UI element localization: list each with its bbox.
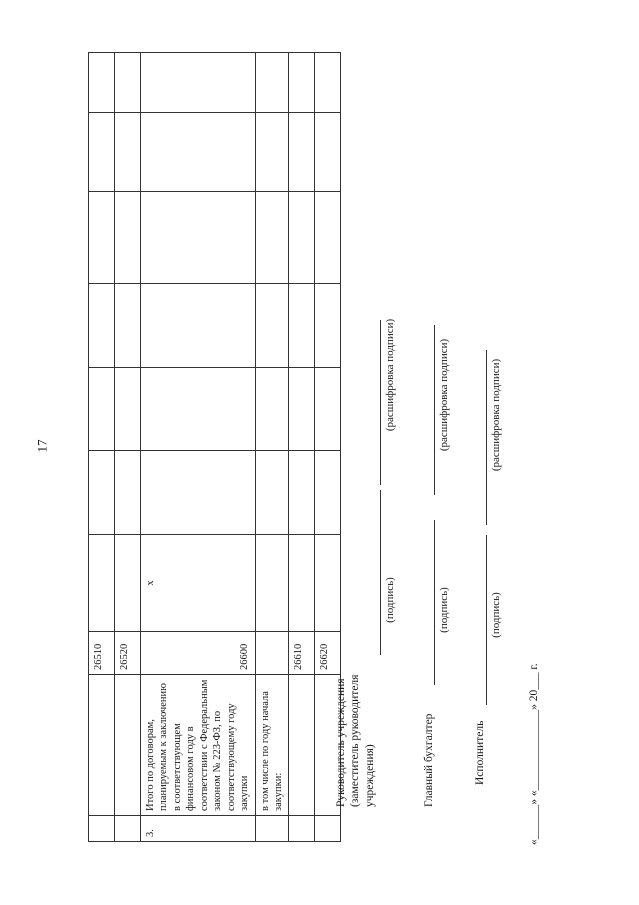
accountant-decoding-hint: (расшифровка подписи): [438, 338, 450, 452]
head-signatory-label: Руководитель учреждения (заместитель руководителя учреждения): [335, 674, 376, 807]
cell: [141, 451, 256, 535]
cell: [89, 113, 115, 192]
cell: [289, 113, 315, 192]
cell-x: [115, 535, 141, 632]
cell: [255, 192, 289, 284]
cell: [255, 113, 289, 192]
cell: [255, 451, 289, 535]
cell: [89, 451, 115, 535]
cell: [255, 368, 289, 451]
cell: [315, 368, 341, 451]
cell: [289, 368, 315, 451]
cell: [255, 53, 289, 113]
cell: [289, 192, 315, 284]
cell-x: [255, 535, 289, 632]
cell: [141, 53, 256, 113]
row-number: [89, 816, 115, 842]
head-decoding-hint: (расшифровка подписи): [384, 318, 396, 432]
row-label: Итого по договорам, планируемым к заключению в соответствующем финансовом году в соответствии с Федеральным законом № 223-ФЗ, по соответствующему году закупки: [141, 675, 256, 816]
cell: [289, 451, 315, 535]
row-label: [115, 675, 141, 816]
cell: [89, 284, 115, 368]
cell: [115, 451, 141, 535]
table-row: [255, 53, 289, 842]
cell: [289, 53, 315, 113]
row-code: 26510: [89, 632, 115, 675]
cell-x: x: [141, 535, 256, 632]
head-signature-hint: (подпись): [384, 577, 396, 623]
date-line: «______» «______________» 20___ г.: [528, 663, 540, 845]
cell: [315, 284, 341, 368]
executor-signature-hint: (подпись): [490, 592, 502, 638]
cell: [89, 368, 115, 451]
row-label: в том числе по году начала закупки:: [255, 675, 289, 816]
accountant-signature-hint: (подпись): [438, 587, 450, 633]
cell: [315, 192, 341, 284]
page-number: 17: [34, 439, 50, 453]
cell: [89, 53, 115, 113]
cell: [255, 284, 289, 368]
cell: [115, 368, 141, 451]
cell: [315, 53, 341, 113]
accountant-signature-line: [434, 520, 435, 685]
executor-signature-line: [486, 535, 487, 705]
row-label: [289, 675, 315, 816]
table-row: [89, 53, 115, 842]
cell: [115, 192, 141, 284]
row-code: 26620: [315, 632, 341, 675]
accountant-label: Главный бухгалтер: [423, 713, 435, 807]
cell: [141, 113, 256, 192]
row-number: [315, 816, 341, 842]
procurement-table: [88, 52, 341, 842]
cell: [141, 284, 256, 368]
row-code: 26520: [115, 632, 141, 675]
cell-x: [289, 535, 315, 632]
executor-decoding-hint: (расшифровка подписи): [490, 358, 502, 472]
row-number: [255, 816, 289, 842]
cell-x: [89, 535, 115, 632]
row-number: [115, 816, 141, 842]
table-row: [141, 53, 256, 842]
row-number: [289, 816, 315, 842]
executor-label: Исполнитель: [474, 720, 486, 785]
cell: [115, 284, 141, 368]
cell: [115, 113, 141, 192]
table-row: [115, 53, 141, 842]
head-signature-line: [380, 490, 381, 655]
cell: [141, 192, 256, 284]
cell: [289, 284, 315, 368]
row-number: 3.: [141, 816, 256, 842]
accountant-decoding-line: [434, 325, 435, 495]
row-label: [89, 675, 115, 816]
table-row: [289, 53, 315, 842]
head-decoding-line: [380, 320, 381, 485]
cell: [115, 53, 141, 113]
cell-x: [315, 535, 341, 632]
cell: [315, 451, 341, 535]
cell: [141, 368, 256, 451]
row-code: 26610: [289, 632, 315, 675]
executor-decoding-line: [486, 350, 487, 525]
cell: [89, 192, 115, 284]
cell: [315, 113, 341, 192]
row-code: 26600: [141, 632, 256, 675]
row-code: [255, 632, 289, 675]
